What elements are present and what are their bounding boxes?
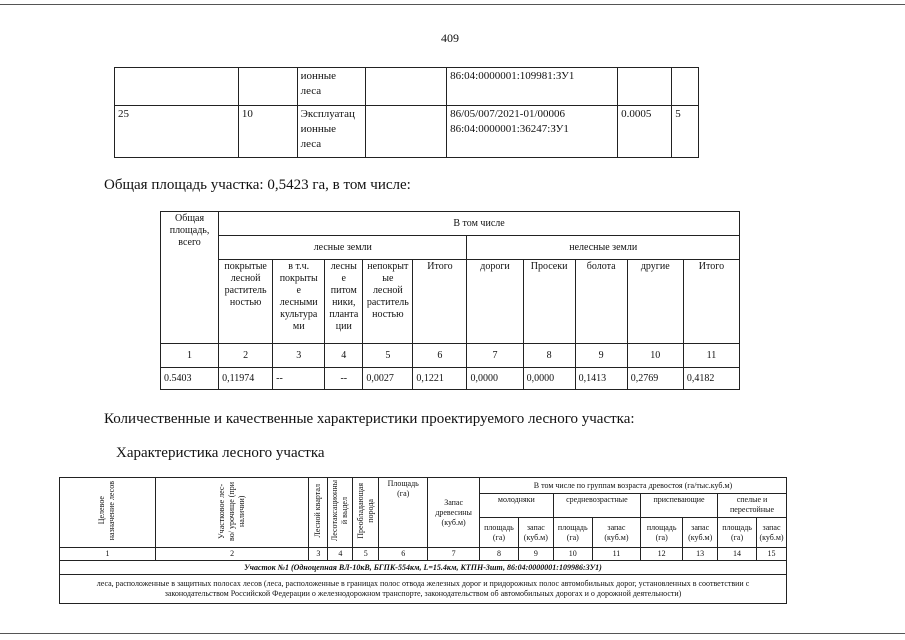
sub-header: Итого — [413, 260, 467, 344]
pair-header: площадь (га) — [479, 518, 518, 548]
col-number: 13 — [683, 548, 718, 561]
vertical-header: Целевое назначение лесов — [60, 478, 156, 548]
stock-header: Запас древесины (куб.м) — [428, 478, 480, 548]
col-including: В том числе — [219, 212, 740, 236]
value-cell: -- — [325, 368, 363, 390]
col-number: 8 — [479, 548, 518, 561]
pair-header: запас (куб.м) — [518, 518, 553, 548]
sub-header: непокрыт ые лесной раститель ностью — [363, 260, 413, 344]
col-number: 5 — [363, 344, 413, 368]
table-row — [60, 575, 787, 604]
forest-plot-heading: Характеристика лесного участка — [116, 445, 325, 461]
sub-header: лесны е питом ники, планта ции — [325, 260, 363, 344]
table-cell: ионные леса — [297, 68, 365, 106]
col-total-area: Общая площадь, всего — [161, 212, 219, 344]
group-forest-lands: лесные земли — [219, 236, 467, 260]
col-number: 15 — [757, 548, 787, 561]
col-number: 9 — [518, 548, 553, 561]
col-number: 2 — [219, 344, 273, 368]
col-number: 12 — [641, 548, 683, 561]
vertical-header: Лесотаксационны й выдел — [328, 478, 353, 548]
table-cell — [115, 68, 239, 106]
col-number: 7 — [428, 548, 480, 561]
value-cell: 0.5403 — [161, 368, 219, 390]
table-row — [161, 368, 740, 390]
table-row — [115, 68, 699, 106]
table-cell: 5 — [672, 106, 699, 158]
table-cell — [618, 68, 672, 106]
col-number: 9 — [575, 344, 627, 368]
value-cell: 0,4182 — [683, 368, 739, 390]
vertical-header: Участковое лес- во/ урочище (при наличии) — [155, 478, 308, 548]
table-cell — [365, 68, 446, 106]
col-number: 4 — [325, 344, 363, 368]
top-rule — [0, 4, 905, 5]
page-number: 409 — [441, 31, 459, 45]
col-number: 4 — [328, 548, 353, 561]
group-nonforest-lands: нелесные земли — [467, 236, 740, 260]
pair-header: запас (куб.м) — [592, 518, 640, 548]
bottom-rule — [0, 633, 905, 634]
table-row — [161, 212, 740, 236]
table-row — [161, 344, 740, 368]
group-header: молодняки — [479, 494, 553, 518]
pair-header: площадь (га) — [641, 518, 683, 548]
vertical-header: Лесной квартал — [309, 478, 328, 548]
col-number: 14 — [718, 548, 757, 561]
pair-header: запас (куб.м) — [757, 518, 787, 548]
total-area-heading: Общая площадь участка: 0,5423 га, в том числе: — [104, 177, 411, 193]
area-header: Площадь (га) — [379, 478, 428, 548]
vertical-header: Преобладающая порода — [353, 478, 379, 548]
col-number: 11 — [683, 344, 739, 368]
table-cell: Эксплуатац ионные леса — [297, 106, 365, 158]
col-number: 11 — [592, 548, 640, 561]
area-breakdown-table — [160, 211, 740, 390]
col-number: 6 — [413, 344, 467, 368]
table-cell — [672, 68, 699, 106]
col-number: 6 — [379, 548, 428, 561]
section-note: леса, расположенные в защитных полосах лесов (леса, расположенные в границах полос отвода железных дорог и придорожных полос автомобильных дорог, установленных в соответствии с законодательством Российской Федерации о железнодорожном транспорте, законодательством об автомобильных дорогах и о дорожной деятельности) — [60, 575, 787, 604]
col-number: 7 — [467, 344, 523, 368]
table-row — [161, 236, 740, 260]
characteristics-heading: Количественные и качественные характеристики проектируемого лесного участка: — [104, 411, 635, 427]
col-number: 8 — [523, 344, 575, 368]
sub-header: дороги — [467, 260, 523, 344]
table-cell — [238, 68, 297, 106]
col-number: 1 — [60, 548, 156, 561]
col-number: 10 — [553, 548, 592, 561]
value-cell: 0,0027 — [363, 368, 413, 390]
sub-header: болота — [575, 260, 627, 344]
pair-header: площадь (га) — [553, 518, 592, 548]
table-cell: 86/05/007/2021-01/00006 86:04:0000001:36247:ЗУ1 — [447, 106, 618, 158]
table-row — [115, 106, 699, 158]
value-cell: 0,11974 — [219, 368, 273, 390]
col-number: 1 — [161, 344, 219, 368]
sub-header: Итого — [683, 260, 739, 344]
table-row — [60, 561, 787, 575]
table-cell: 25 — [115, 106, 239, 158]
table-cell: 0.0005 — [618, 106, 672, 158]
plots-table — [114, 67, 699, 158]
col-number: 3 — [309, 548, 328, 561]
table-row — [161, 260, 740, 344]
value-cell: 0,0000 — [467, 368, 523, 390]
col-number: 3 — [273, 344, 325, 368]
col-number: 5 — [353, 548, 379, 561]
value-cell: 0,0000 — [523, 368, 575, 390]
table-cell: 86:04:0000001:109981:ЗУ1 — [447, 68, 618, 106]
value-cell: 0,1413 — [575, 368, 627, 390]
table-row — [60, 548, 787, 561]
group-header: средневозрастные — [553, 494, 640, 518]
col-number: 2 — [155, 548, 308, 561]
forest-characteristics-table — [59, 477, 787, 604]
sub-header: покрытые лесной раститель ностью — [219, 260, 273, 344]
col-number: 10 — [627, 344, 683, 368]
group-header: приспевающие — [641, 494, 718, 518]
group-header: спелые и перестойные — [718, 494, 787, 518]
section-title: Участок №1 (Одноцепная ВЛ-10кВ, БГПК-554км, L=15.4км, КТПН-3шт, 86:04:0000001:109986:ЗУ1) — [60, 561, 787, 575]
value-cell: 0,2769 — [627, 368, 683, 390]
table-cell: 10 — [238, 106, 297, 158]
value-cell: 0,1221 — [413, 368, 467, 390]
sub-header: Просеки — [523, 260, 575, 344]
value-cell: -- — [273, 368, 325, 390]
table-row — [60, 478, 787, 494]
sub-header: в т.ч. покрыты е лесными культура ми — [273, 260, 325, 344]
pair-header: площадь (га) — [718, 518, 757, 548]
pair-header: запас (куб.м) — [683, 518, 718, 548]
sub-header: другие — [627, 260, 683, 344]
age-groups-header: В том числе по группам возраста древостоя (га/тыс.куб.м) — [479, 478, 786, 494]
table-cell — [365, 106, 446, 158]
